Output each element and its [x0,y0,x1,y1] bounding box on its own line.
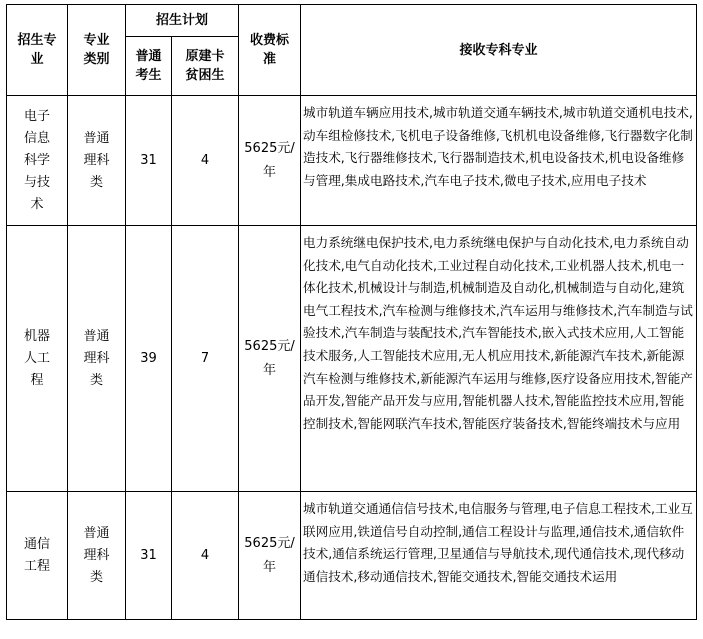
category-cell: 普通理科类 [68,96,126,226]
receiving-majors-cell: 城市轨道车辆应用技术,城市轨道交通车辆技术,城市轨道交通机电技术,动车组检修技术,飞机电子设备维修,飞机机电设备维修,飞行器数字化制造技术,飞行器维修技术,飞行器制造技术,机电设备技术,机电设备维修与管理,集成电路技术,汽车电子技术,微电子技术,应用电子技术 [301,96,697,226]
normal-count-cell: 31 [126,492,172,620]
fee-cell: 5625元/年 [239,226,301,492]
table-row [7,226,697,492]
category-cell: 普通理科类 [68,226,126,492]
table-row [7,96,697,226]
poverty-count-cell: 4 [172,492,239,620]
fee-cell: 5625元/年 [239,96,301,226]
major-cell: 电子信息科学与技术 [7,96,68,226]
enrollment-table [6,4,697,620]
header-fee: 收费标准 [239,5,301,96]
major-cell: 通信工程 [7,492,68,620]
table-row [7,492,697,620]
receiving-majors-cell: 电力系统继电保护技术,电力系统继电保护与自动化技术,电力系统自动化技术,电气自动化技术,工业过程自动化技术,工业机器人技术,机电一体化技术,机械设计与制造,机械制造及自动化,机械制造与自动化,建筑电气工程技术,汽车检测与维修技术,汽车运用与维修技术,汽车制造与试验技术,汽车制造与装配技术,汽车智能技术,嵌入式技术应用,人工智能技术服务,人工智能技术应用,无人机应用技术,新能源汽车技术,新能源汽车检测与维修技术,新能源汽车运用与维修,医疗设备应用技术,智能产品开发,智能产品开发与应用,智能机器人技术,智能监控技术应用,智能控制技术,智能网联汽车技术,智能医疗装备技术,智能终端技术与应用 [301,226,697,492]
poverty-count-cell: 4 [172,96,239,226]
header-plan: 招生计划 [126,5,239,37]
poverty-count-cell: 7 [172,226,239,492]
major-cell: 机器人工程 [7,226,68,492]
normal-count-cell: 31 [126,96,172,226]
category-cell: 普通理科类 [68,492,126,620]
header-normal: 普通考生 [126,37,172,96]
fee-cell: 5625元/年 [239,492,301,620]
header-category: 专业类别 [68,5,126,96]
header-receiving: 接收专科专业 [301,5,697,96]
receiving-majors-cell: 城市轨道交通通信信号技术,电信服务与管理,电子信息工程技术,工业互联网应用,铁道信号自动控制,通信工程设计与监理,通信技术,通信软件技术,通信系统运行管理,卫星通信与导航技术,现代通信技术,现代移动通信技术,移动通信技术,智能交通技术,智能交通技术运用 [301,492,697,620]
normal-count-cell: 39 [126,226,172,492]
header-poverty: 原建卡贫困生 [172,37,239,96]
header-major: 招生专业 [7,5,68,96]
